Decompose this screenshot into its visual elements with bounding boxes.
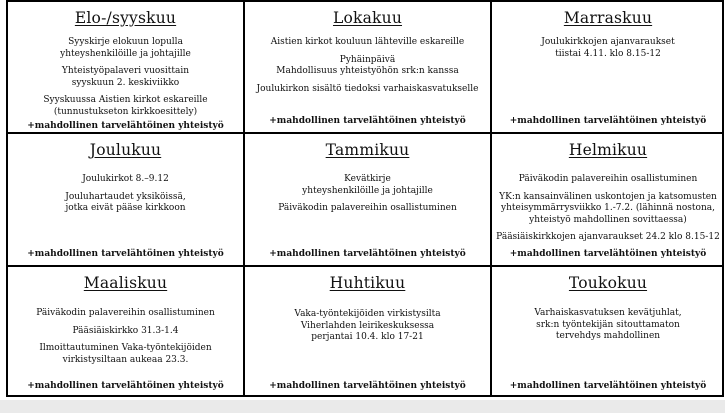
month-cell: [6, 132, 243, 265]
event-entry: [249, 84, 486, 96]
cooperation-note: +mahdollinen tarvelähtöinen yhteistyö: [509, 116, 707, 126]
event-line: Pääsiäiskirkkojen ajanvaraukset 24.2 klo 8.15-12: [496, 232, 720, 243]
event-entry: [249, 37, 486, 49]
month-content: [12, 37, 239, 132]
event-line: YK:n kansainvälinen uskontojen ja katsomusten: [499, 191, 717, 202]
event-line: Viherlahden leirikeskuksessa: [300, 320, 435, 331]
event-entry: [496, 37, 720, 60]
event-entry: [249, 174, 486, 197]
event-entry: [249, 55, 486, 78]
cooperation-note: +mahdollinen tarvelähtöinen yhteistyö: [269, 381, 466, 391]
event-entry: [12, 308, 239, 320]
month-cell: [6, 265, 243, 397]
event-line: Kevätkirje: [344, 174, 391, 184]
event-entry: [12, 66, 239, 89]
event-line: tervehdys mahdollinen: [555, 331, 661, 342]
month-title: Maaliskuu: [83, 274, 168, 292]
event-line: Yhteistyöpalaveri vuosittain: [61, 66, 190, 77]
month-cell: [6, 0, 243, 132]
event-line: Mahdollisuus yhteistyöhön srk:n kanssa: [276, 66, 459, 77]
month-cell: [243, 0, 490, 132]
month-content: [496, 174, 720, 250]
month-content: [496, 37, 720, 66]
event-entry: [249, 203, 486, 215]
event-line: Joulukirkkojen ajanvaraukset: [541, 37, 675, 47]
month-title: Marraskuu: [563, 9, 653, 27]
event-line: Päiväkodin palavereihin osallistuminen: [518, 174, 698, 184]
event-line: Syyskirje elokuun lopulla: [68, 37, 183, 47]
event-line: srk:n työntekijän sitouttamaton: [536, 319, 680, 330]
event-entry: [12, 192, 239, 215]
month-cell: [490, 0, 724, 132]
cooperation-note: +mahdollinen tarvelähtöinen yhteistyö: [509, 249, 707, 259]
event-line: Pääsiäiskirkko 31.3-1.4: [72, 325, 179, 336]
event-entry: [12, 174, 239, 186]
cooperation-note: +mahdollinen tarvelähtöinen yhteistyö: [509, 381, 707, 391]
event-line: Jouluhartaudet yksiköissä,: [65, 191, 186, 202]
month-cell: [243, 132, 490, 265]
event-line: syyskuun 2. keskiviikko: [71, 77, 180, 88]
month-content: [12, 174, 239, 221]
event-line: Syyskuussa Aistien kirkot eskareille: [43, 95, 208, 106]
month-cell: [243, 265, 490, 397]
month-content: [249, 174, 486, 221]
event-line: (tunnustukseton kirkkoesittely): [53, 106, 198, 117]
event-line: yhteisymmärrysviikko 1.-7.2. (lähinnä nostona,: [501, 203, 715, 214]
page-bottom-edge: [0, 400, 725, 413]
event-line: Joulukirkon sisältö tiedoksi varhaiskasvatukselle: [256, 83, 479, 94]
event-entry: [12, 343, 239, 366]
event-entry: [496, 192, 720, 227]
event-entry: [12, 37, 239, 60]
month-content: [249, 37, 486, 101]
month-title: Lokakuu: [332, 9, 403, 27]
event-entry: [249, 309, 486, 344]
month-title: Helmikuu: [568, 141, 648, 159]
event-line: jotka eivät pääse kirkkoon: [65, 203, 186, 214]
event-entry: [12, 326, 239, 338]
event-line: Aistien kirkot kouluun lähteville eskareille: [270, 37, 465, 47]
event-line: yhteyshenkilöille ja johtajille: [60, 48, 191, 59]
event-line: yhteistyö mahdollinen sovittaessa): [529, 214, 687, 225]
event-entry: [496, 174, 720, 186]
month-title: Elo-/syyskuu: [74, 9, 177, 27]
event-line: Varhaiskasvatuksen kevätjuhlat,: [534, 308, 682, 318]
event-line: yhteyshenkilöille ja johtajille: [302, 185, 433, 196]
event-line: Ilmoittautuminen Vaka-työntekijöiden: [39, 343, 212, 354]
month-title: Joulukuu: [89, 141, 162, 159]
month-title: Huhtikuu: [329, 274, 406, 292]
event-entry: [12, 95, 239, 118]
cooperation-note: +mahdollinen tarvelähtöinen yhteistyö: [27, 120, 224, 131]
event-line: Päiväkodin palavereihin osallistuminen: [36, 308, 215, 318]
event-line: tiistai 4.11. klo 8.15-12: [555, 48, 661, 59]
event-line: Päiväkodin palavereihin osallistuminen: [278, 203, 457, 214]
event-line: Vaka-työntekijöiden virkistysilta: [294, 309, 441, 319]
month-content: [249, 309, 486, 350]
month-grid: [6, 0, 724, 397]
cooperation-note: +mahdollinen tarvelähtöinen yhteistyö: [27, 249, 224, 259]
event-line: Joulukirkot 8.–9.12: [82, 174, 169, 184]
cooperation-note: +mahdollinen tarvelähtöinen yhteistyö: [27, 381, 224, 391]
event-line: Pyhäinpäivä: [339, 54, 396, 65]
month-cell: [490, 265, 724, 397]
event-entry: [496, 232, 720, 244]
month-title: Tammikuu: [325, 141, 410, 159]
month-title: Toukokuu: [568, 274, 648, 292]
month-content: [496, 308, 720, 349]
month-cell: [490, 132, 724, 265]
event-line: virkistysiltaan aukeaa 23.3.: [62, 354, 189, 365]
event-entry: [496, 308, 720, 343]
cooperation-note: +mahdollinen tarvelähtöinen yhteistyö: [269, 249, 466, 259]
event-line: perjantai 10.4. klo 17-21: [311, 332, 424, 343]
month-content: [12, 308, 239, 372]
cooperation-note: +mahdollinen tarvelähtöinen yhteistyö: [269, 116, 466, 126]
